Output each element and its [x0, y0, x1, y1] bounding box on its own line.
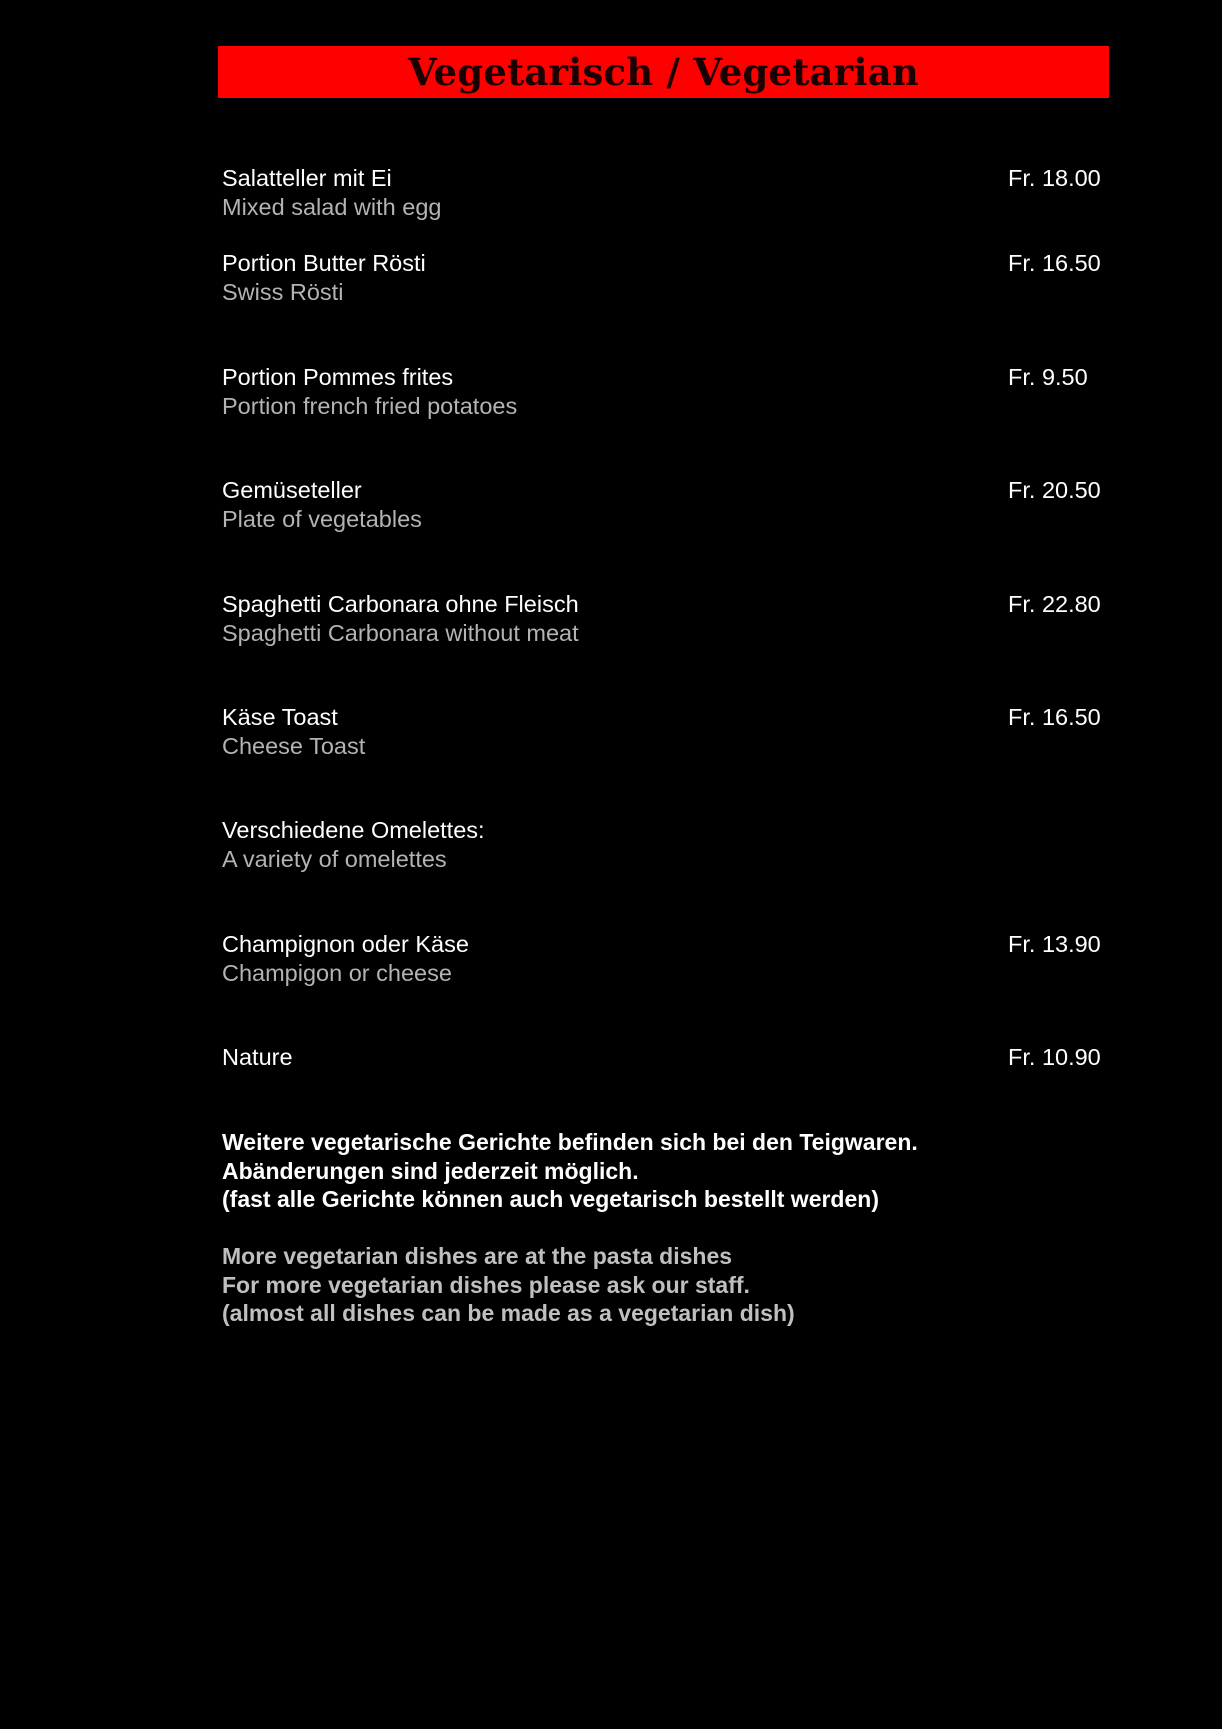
note-line: (almost all dishes can be made as a vegetarian dish)	[222, 1300, 795, 1326]
item-price: Fr. 16.50	[1008, 250, 1101, 276]
section-header	[218, 46, 1109, 98]
item-name-de: Champignon oder Käse	[222, 931, 469, 957]
item-name-en: Mixed salad with egg	[222, 194, 442, 220]
item-name-de: Spaghetti Carbonara ohne Fleisch	[222, 591, 579, 617]
item-name-en: Cheese Toast	[222, 733, 366, 759]
note-line: Abänderungen sind jederzeit möglich.	[222, 1157, 639, 1184]
item-price: Fr. 9.50	[1008, 364, 1088, 390]
note-line: Weitere vegetarische Gerichte befinden sich bei den Teigwaren.	[222, 1129, 918, 1155]
section-title: Vegetarisch / Vegetarian	[408, 50, 919, 94]
item-price: Fr. 20.50	[1008, 477, 1101, 503]
item-name-en: Plate of vegetables	[222, 506, 422, 532]
item-name-de: Salatteller mit Ei	[222, 165, 392, 191]
item-name-de: Nature	[222, 1044, 293, 1070]
item-name-en: Portion french fried potatoes	[222, 393, 518, 419]
item-price: Fr. 13.90	[1008, 931, 1101, 957]
note-line: For more vegetarian dishes please ask our staff.	[222, 1271, 750, 1298]
note-line: (fast alle Gerichte können auch vegetarisch bestellt werden)	[222, 1186, 879, 1212]
item-price: Fr. 10.90	[1008, 1044, 1101, 1070]
item-price: Fr. 18.00	[1008, 165, 1101, 191]
item-price: Fr. 16.50	[1008, 704, 1101, 730]
item-name-de: Gemüseteller	[222, 477, 362, 503]
item-name-de: Portion Pommes frites	[222, 364, 454, 390]
item-name-en: Spaghetti Carbonara without meat	[222, 620, 579, 646]
notes-english	[222, 1242, 1107, 1328]
item-name-en: Swiss Rösti	[222, 279, 344, 305]
item-name-de: Portion Butter Rösti	[222, 250, 426, 276]
notes-german	[222, 1128, 1107, 1214]
item-name-en: A variety of omelettes	[222, 846, 447, 872]
item-name-de: Käse Toast	[222, 704, 338, 730]
item-price: Fr. 22.80	[1008, 591, 1101, 617]
item-name-en: Champigon or cheese	[222, 960, 452, 986]
note-line: More vegetarian dishes are at the pasta dishes	[222, 1243, 733, 1269]
item-name-de: Verschiedene Omelettes:	[222, 817, 485, 843]
